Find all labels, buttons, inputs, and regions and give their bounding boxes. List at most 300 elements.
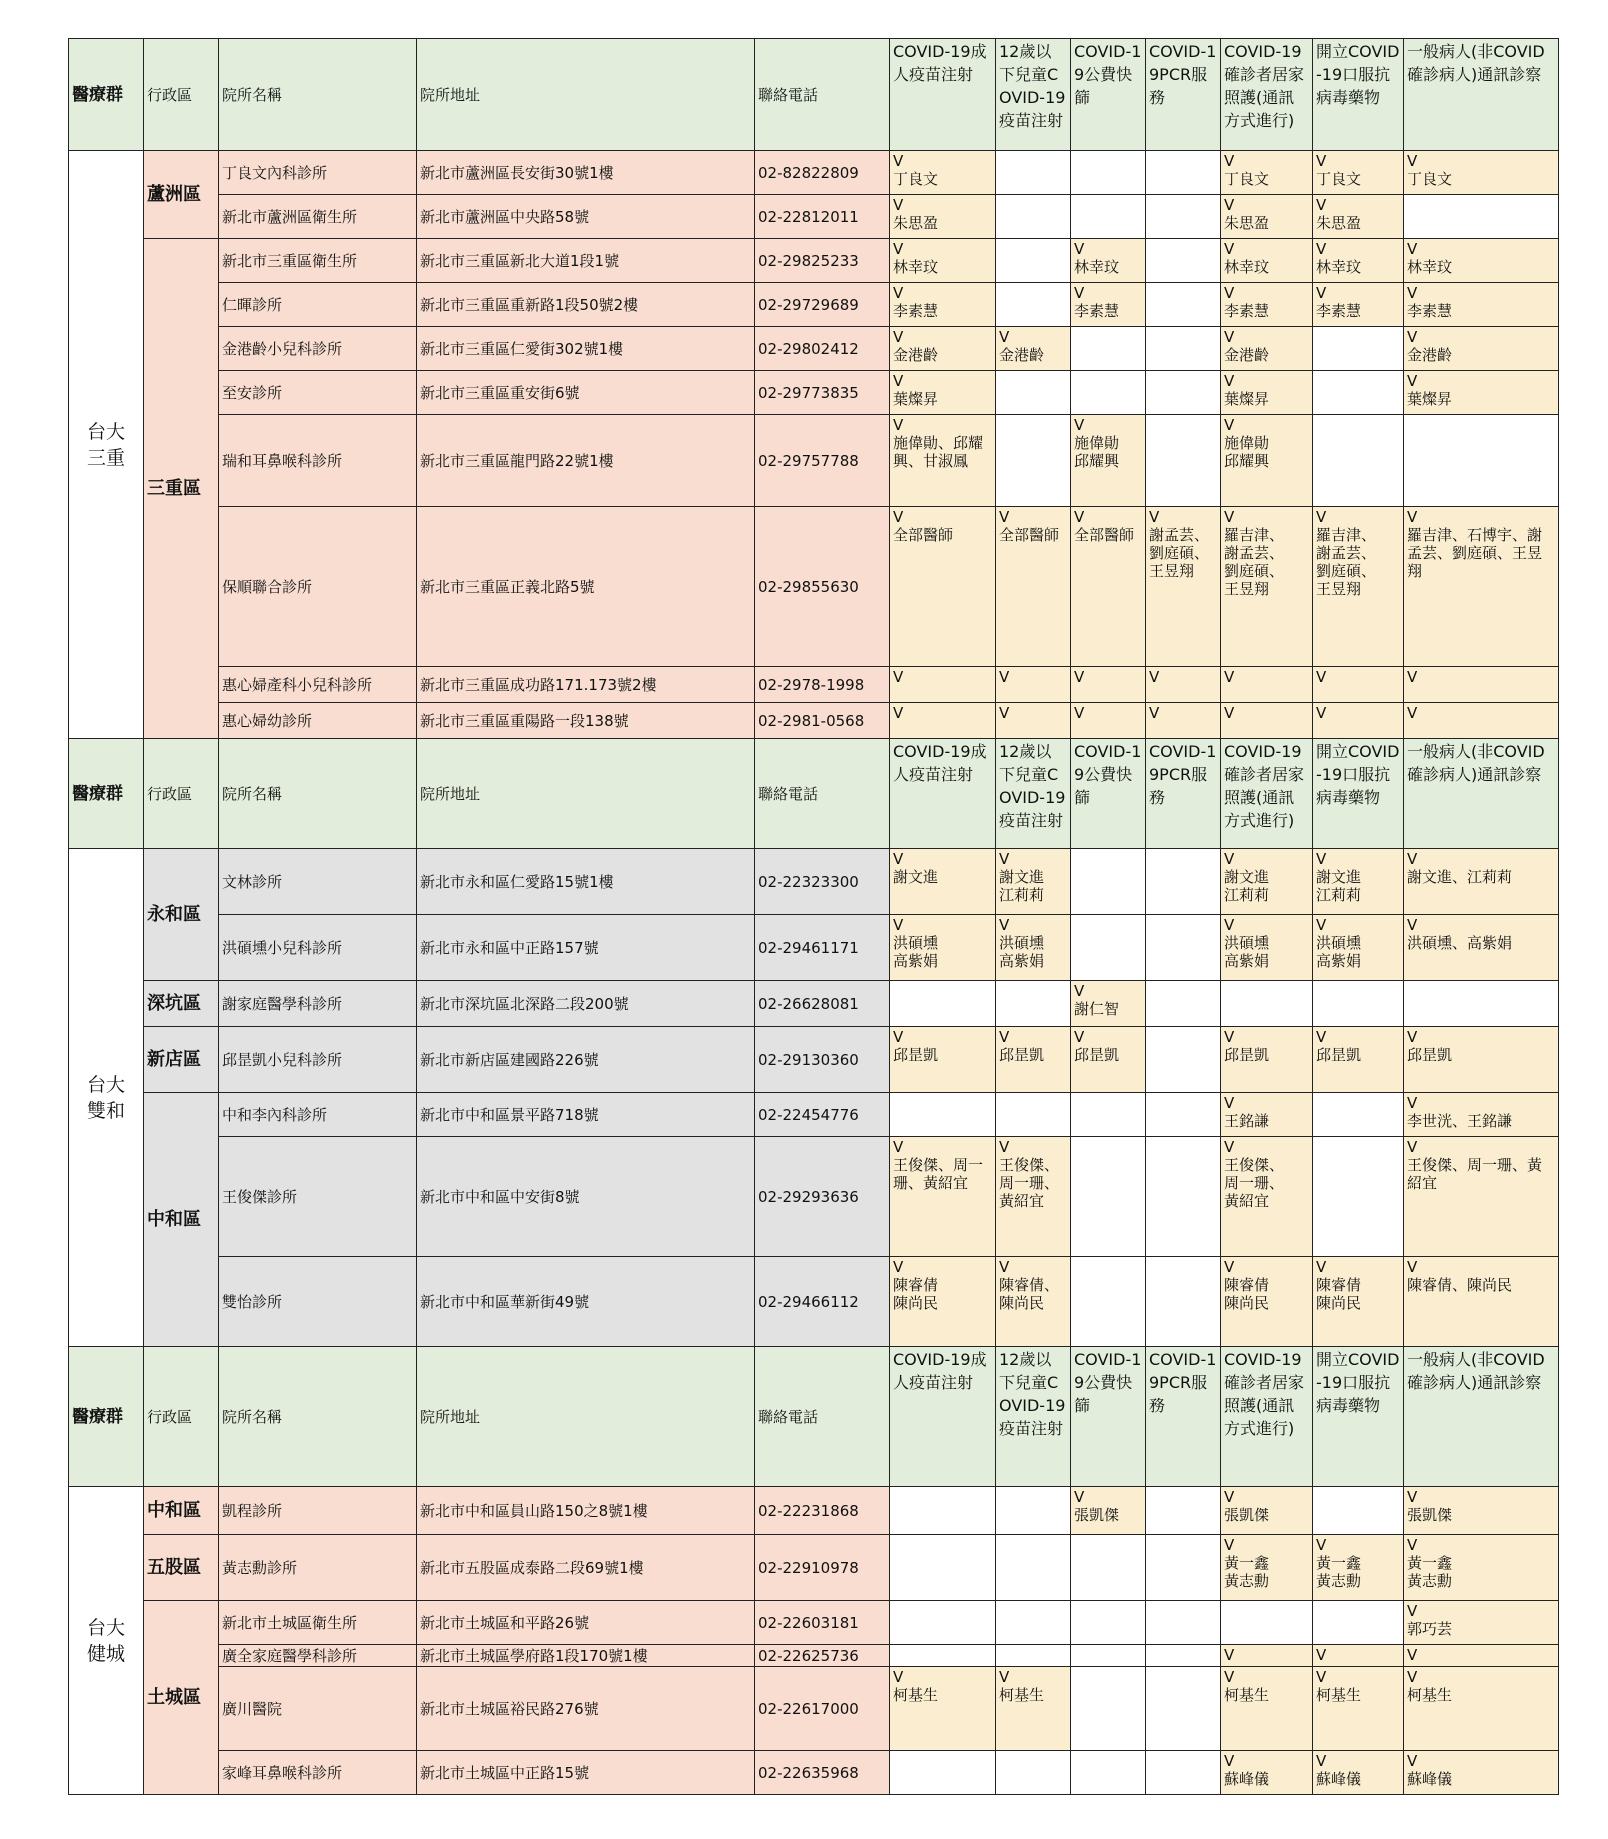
col-header-service: 一般病人(非COVID確診病人)通訊診察	[1404, 39, 1559, 151]
clinic-address: 新北市三重區重安街6號	[417, 371, 755, 415]
col-header-clinic: 院所名稱	[219, 739, 417, 849]
col-header-clinic: 院所名稱	[219, 39, 417, 151]
clinic-phone: 02-29825233	[755, 239, 890, 283]
service-cell	[1404, 849, 1559, 915]
service-cell	[890, 849, 996, 915]
service-cell	[1146, 327, 1221, 371]
service-cell	[890, 1137, 996, 1257]
clinic-phone: 02-22603181	[755, 1601, 890, 1645]
clinic-name: 文林診所	[219, 849, 417, 915]
service-cell	[1221, 849, 1313, 915]
clinic-address: 新北市蘆洲區長安街30號1樓	[417, 151, 755, 195]
service-check-mark: V	[893, 508, 904, 526]
service-doctors: 羅吉津、 謝孟芸、 劉庭碩、 王昱翔	[1316, 526, 1377, 598]
table-row	[69, 151, 1559, 195]
service-cell	[1404, 1257, 1559, 1347]
service-cell	[1404, 507, 1559, 667]
clinic-phone: 02-26628081	[755, 981, 890, 1027]
service-cell	[996, 151, 1071, 195]
clinic-phone: 02-22625736	[755, 1645, 890, 1667]
col-header-service: COVID-19確診者居家照護(通訊方式進行)	[1221, 739, 1313, 849]
service-cell	[1146, 151, 1221, 195]
clinic-address: 新北市新店區建國路226號	[417, 1027, 755, 1093]
service-doctors: 葉燦昇	[1224, 390, 1270, 408]
clinic-address: 新北市三重區重陽路一段138號	[417, 703, 755, 739]
service-doctors: 張凱傑	[1074, 1506, 1120, 1524]
service-cell	[1146, 1137, 1221, 1257]
service-check-mark: V	[1316, 1258, 1327, 1276]
service-cell	[890, 915, 996, 981]
service-cell	[1221, 1751, 1313, 1795]
service-cell	[1146, 195, 1221, 239]
service-cell	[1313, 981, 1404, 1027]
service-cell	[1071, 1535, 1146, 1601]
service-check-mark: V	[893, 850, 904, 868]
district-cell: 蘆洲區	[144, 151, 219, 239]
service-check-mark: V	[1149, 508, 1160, 526]
service-check-mark: V	[1407, 850, 1418, 868]
clinic-name: 瑞和耳鼻喉科診所	[219, 415, 417, 507]
clinic-name: 謝家庭醫學科診所	[219, 981, 417, 1027]
service-check-mark: V	[1224, 196, 1235, 214]
service-cell	[890, 415, 996, 507]
col-header-service: COVID-19成人疫苗注射	[890, 39, 996, 151]
clinic-phone: 02-2981-0568	[755, 703, 890, 739]
service-cell	[1146, 1257, 1221, 1347]
service-cell	[1221, 507, 1313, 667]
service-check-mark: V	[1407, 1028, 1418, 1046]
service-cell	[1071, 1667, 1146, 1751]
col-header-clinic: 院所名稱	[219, 1347, 417, 1487]
service-cell	[1071, 151, 1146, 195]
service-doctors: 陳睿倩、陳尚民	[999, 1276, 1060, 1312]
clinic-phone: 02-22812011	[755, 195, 890, 239]
table-row	[69, 915, 1559, 981]
service-doctors: 朱思盈	[1224, 214, 1270, 232]
service-check-mark: V	[1316, 850, 1327, 868]
clinic-name: 新北市土城區衛生所	[219, 1601, 417, 1645]
service-doctors: 金港齡	[1407, 346, 1453, 364]
service-check-mark: V	[893, 372, 904, 390]
service-check-mark: V	[1224, 1258, 1235, 1276]
clinic-service-table	[68, 38, 1559, 1795]
service-check-mark: V	[1316, 240, 1327, 258]
clinic-name: 黃志勳診所	[219, 1535, 417, 1601]
service-cell	[1404, 915, 1559, 981]
service-doctors: 蘇峰儀	[1316, 1770, 1362, 1788]
table-row	[69, 1667, 1559, 1751]
service-doctors: 柯基生	[1407, 1686, 1453, 1704]
clinic-name: 廣全家庭醫學科診所	[219, 1645, 417, 1667]
service-cell	[996, 1137, 1071, 1257]
table-row	[69, 195, 1559, 239]
service-cell	[1404, 327, 1559, 371]
service-cell	[890, 1257, 996, 1347]
service-doctors: 施偉勛 邱耀興	[1074, 434, 1120, 470]
service-check-mark: V	[1224, 850, 1235, 868]
service-cell	[1313, 239, 1404, 283]
service-cell	[996, 239, 1071, 283]
service-cell	[1071, 371, 1146, 415]
service-cell	[1404, 239, 1559, 283]
table-row	[69, 1257, 1559, 1347]
clinic-address: 新北市三重區成功路171.173號2樓	[417, 667, 755, 703]
table-row	[69, 283, 1559, 327]
service-check-mark: V	[1316, 196, 1327, 214]
service-doctors: 謝文進 江莉莉	[1316, 868, 1362, 904]
clinic-phone: 02-82822809	[755, 151, 890, 195]
service-cell	[1313, 1601, 1404, 1645]
service-check-mark: V	[1224, 1094, 1235, 1112]
clinic-phone: 02-29773835	[755, 371, 890, 415]
service-doctors: 丁良文	[1316, 170, 1362, 188]
service-cell	[1146, 1535, 1221, 1601]
service-cell	[1404, 151, 1559, 195]
table-row	[69, 667, 1559, 703]
service-cell	[1071, 1027, 1146, 1093]
service-check-mark: V	[1074, 240, 1085, 258]
service-check-mark: V	[1224, 1028, 1235, 1046]
clinic-address: 新北市三重區龍門路22號1樓	[417, 415, 755, 507]
service-doctors: 黃一鑫 黃志勳	[1407, 1554, 1453, 1590]
table-row	[69, 1645, 1559, 1667]
service-cell	[1404, 667, 1559, 703]
service-cell	[1221, 415, 1313, 507]
clinic-address: 新北市中和區員山路150之8號1樓	[417, 1487, 755, 1535]
service-doctors: 丁良文	[1407, 170, 1453, 188]
service-cell	[1313, 1093, 1404, 1137]
service-doctors: 陳睿倩 陳尚民	[1224, 1276, 1270, 1312]
service-cell	[1404, 1751, 1559, 1795]
service-check-mark: V	[999, 1668, 1010, 1686]
service-doctors: 邱昰凱	[999, 1046, 1045, 1064]
service-cell	[1071, 415, 1146, 507]
service-check-mark: V	[1224, 916, 1235, 934]
service-cell	[1146, 507, 1221, 667]
clinic-address: 新北市中和區中安街8號	[417, 1137, 755, 1257]
service-cell	[1313, 1535, 1404, 1601]
clinic-address: 新北市永和區仁愛路15號1樓	[417, 849, 755, 915]
service-doctors: 全部醫師	[999, 526, 1060, 544]
service-doctors: 洪碩壎 高紫娟	[1316, 934, 1362, 970]
district-cell: 五股區	[144, 1535, 219, 1601]
service-cell	[1221, 1645, 1313, 1667]
service-cell	[1404, 415, 1559, 507]
service-cell	[1221, 327, 1313, 371]
col-header-service: COVID-19公費快篩	[1071, 1347, 1146, 1487]
service-doctors: 謝孟芸、劉庭碩、王昱翔	[1149, 526, 1210, 580]
service-cell	[996, 1751, 1071, 1795]
service-check-mark: V	[1149, 704, 1160, 722]
service-check-mark: V	[1224, 240, 1235, 258]
service-check-mark: V	[893, 704, 904, 722]
clinic-phone: 02-29802412	[755, 327, 890, 371]
service-cell	[890, 283, 996, 327]
service-cell	[1146, 283, 1221, 327]
service-doctors: 邱昰凱	[1316, 1046, 1362, 1064]
col-header-phone: 聯絡電話	[755, 1347, 890, 1487]
service-cell	[1071, 1137, 1146, 1257]
service-doctors: 柯基生	[1316, 1686, 1362, 1704]
service-doctors: 柯基生	[893, 1686, 939, 1704]
service-cell	[1071, 507, 1146, 667]
service-check-mark: V	[1224, 1668, 1235, 1686]
service-check-mark: V	[1224, 1488, 1235, 1506]
service-check-mark: V	[1224, 372, 1235, 390]
service-doctors: 洪碩壎、高紫娟	[1407, 934, 1513, 952]
district-cell: 新店區	[144, 1027, 219, 1093]
service-cell	[1071, 1093, 1146, 1137]
service-check-mark: V	[893, 328, 904, 346]
service-check-mark: V	[1407, 372, 1418, 390]
clinic-address: 新北市深坑區北深路二段200號	[417, 981, 755, 1027]
clinic-phone: 02-29461171	[755, 915, 890, 981]
service-check-mark: V	[1074, 508, 1085, 526]
service-check-mark: V	[1407, 1094, 1418, 1112]
clinic-name: 仁暉診所	[219, 283, 417, 327]
service-cell	[1221, 1667, 1313, 1751]
service-check-mark: V	[893, 196, 904, 214]
service-cell	[1071, 981, 1146, 1027]
service-check-mark: V	[1316, 1646, 1327, 1664]
clinic-phone: 02-22910978	[755, 1535, 890, 1601]
service-cell	[890, 371, 996, 415]
service-check-mark: V	[893, 240, 904, 258]
service-cell	[1221, 371, 1313, 415]
service-cell	[890, 1487, 996, 1535]
service-cell	[1221, 195, 1313, 239]
service-cell	[1071, 667, 1146, 703]
service-cell	[1313, 1667, 1404, 1751]
service-check-mark: V	[999, 668, 1010, 686]
service-cell	[890, 1535, 996, 1601]
service-cell	[1313, 1027, 1404, 1093]
service-check-mark: V	[1407, 1752, 1418, 1770]
service-doctors: 葉燦昇	[1407, 390, 1453, 408]
clinic-address: 新北市三重區重新路1段50號2樓	[417, 283, 755, 327]
service-doctors: 黃一鑫 黃志勳	[1224, 1554, 1270, 1590]
district-cell: 永和區	[144, 849, 219, 981]
service-cell	[1146, 239, 1221, 283]
table-row	[69, 327, 1559, 371]
service-doctors: 陳睿倩 陳尚民	[893, 1276, 939, 1312]
service-check-mark: V	[1224, 152, 1235, 170]
service-check-mark: V	[1407, 1668, 1418, 1686]
service-doctors: 王俊傑、周一珊、黃紹宜	[1407, 1156, 1543, 1192]
service-doctors: 林幸玟	[1224, 258, 1270, 276]
service-cell	[1071, 703, 1146, 739]
clinic-name: 家峰耳鼻喉科診所	[219, 1751, 417, 1795]
service-doctors: 郭巧芸	[1407, 1620, 1453, 1638]
service-cell	[1313, 327, 1404, 371]
service-doctors: 李素慧	[1407, 302, 1453, 320]
clinic-address: 新北市土城區中正路15號	[417, 1751, 755, 1795]
clinic-phone: 02-2978-1998	[755, 667, 890, 703]
service-doctors: 李素慧	[893, 302, 939, 320]
service-cell	[996, 1601, 1071, 1645]
service-cell	[1313, 283, 1404, 327]
col-header-district: 行政區	[144, 739, 219, 849]
service-cell	[1071, 1257, 1146, 1347]
service-doctors: 陳睿倩 陳尚民	[1316, 1276, 1362, 1312]
clinic-name: 王俊傑診所	[219, 1137, 417, 1257]
col-header-service: 開立COVID-19口服抗病毒藥物	[1313, 1347, 1404, 1487]
service-doctors: 李素慧	[1316, 302, 1362, 320]
service-cell	[1404, 981, 1559, 1027]
clinic-name: 新北市蘆洲區衛生所	[219, 195, 417, 239]
service-cell	[996, 415, 1071, 507]
service-cell	[1146, 703, 1221, 739]
service-cell	[1313, 1257, 1404, 1347]
service-check-mark: V	[1316, 668, 1327, 686]
service-cell	[1404, 703, 1559, 739]
table-row	[69, 1601, 1559, 1645]
district-cell: 三重區	[144, 239, 219, 739]
service-cell	[1221, 1487, 1313, 1535]
service-check-mark: V	[1407, 1258, 1418, 1276]
service-cell	[890, 239, 996, 283]
service-cell	[1221, 1027, 1313, 1093]
service-check-mark: V	[1407, 668, 1418, 686]
clinic-phone: 02-29855630	[755, 507, 890, 667]
col-header-group: 醫療群	[69, 39, 144, 151]
service-doctors: 陳睿倩、陳尚民	[1407, 1276, 1513, 1294]
service-doctors: 李素慧	[1074, 302, 1120, 320]
service-cell	[996, 1093, 1071, 1137]
clinic-name: 至安診所	[219, 371, 417, 415]
service-doctors: 蘇峰儀	[1407, 1770, 1453, 1788]
service-cell	[1146, 1027, 1221, 1093]
service-cell	[1221, 1093, 1313, 1137]
service-cell	[1313, 1487, 1404, 1535]
clinic-phone: 02-22635968	[755, 1751, 890, 1795]
header-row	[69, 39, 1559, 151]
service-cell	[996, 195, 1071, 239]
service-doctors: 施偉勛、邱耀興、甘淑鳳	[893, 434, 984, 470]
service-doctors: 全部醫師	[893, 526, 954, 544]
col-header-service: 開立COVID-19口服抗病毒藥物	[1313, 739, 1404, 849]
service-check-mark: V	[999, 1138, 1010, 1156]
clinic-address: 新北市五股區成泰路二段69號1樓	[417, 1535, 755, 1601]
service-cell	[890, 1645, 996, 1667]
service-doctors: 金港齡	[893, 346, 939, 364]
service-cell	[1071, 283, 1146, 327]
col-header-service: COVID-19確診者居家照護(通訊方式進行)	[1221, 1347, 1313, 1487]
clinic-phone: 02-22454776	[755, 1093, 890, 1137]
clinic-name: 中和李內科診所	[219, 1093, 417, 1137]
service-cell	[1404, 1667, 1559, 1751]
clinic-phone: 02-29466112	[755, 1257, 890, 1347]
clinic-name: 洪碩壎小兒科診所	[219, 915, 417, 981]
service-doctors: 張凱傑	[1407, 1506, 1453, 1524]
clinic-phone: 02-22231868	[755, 1487, 890, 1535]
table-row	[69, 1487, 1559, 1535]
service-cell	[1146, 371, 1221, 415]
service-check-mark: V	[893, 1028, 904, 1046]
clinic-address: 新北市土城區學府路1段170號1樓	[417, 1645, 755, 1667]
table-row	[69, 1751, 1559, 1795]
service-doctors: 葉燦昇	[893, 390, 939, 408]
district-cell: 深坑區	[144, 981, 219, 1027]
service-check-mark: V	[1316, 1752, 1327, 1770]
service-check-mark: V	[1224, 284, 1235, 302]
service-doctors: 王俊傑、周一珊、黃紹宜	[999, 1156, 1060, 1210]
service-cell	[1071, 1601, 1146, 1645]
service-cell	[1146, 415, 1221, 507]
clinic-phone: 02-29130360	[755, 1027, 890, 1093]
service-check-mark: V	[1316, 508, 1327, 526]
clinic-name: 金港齡小兒科診所	[219, 327, 417, 371]
service-cell	[1071, 1751, 1146, 1795]
clinic-name: 新北市三重區衛生所	[219, 239, 417, 283]
service-cell	[1404, 1027, 1559, 1093]
clinic-address: 新北市三重區仁愛街302號1樓	[417, 327, 755, 371]
clinic-phone: 02-29757788	[755, 415, 890, 507]
service-check-mark: V	[893, 416, 904, 434]
service-check-mark: V	[1316, 284, 1327, 302]
service-check-mark: V	[1224, 508, 1235, 526]
table-row	[69, 239, 1559, 283]
service-check-mark: V	[1316, 704, 1327, 722]
service-cell	[1404, 1601, 1559, 1645]
service-check-mark: V	[1407, 284, 1418, 302]
service-cell	[1146, 915, 1221, 981]
col-header-service: COVID-19公費快篩	[1071, 739, 1146, 849]
service-doctors: 柯基生	[999, 1686, 1045, 1704]
service-cell	[1146, 1645, 1221, 1667]
service-cell	[890, 703, 996, 739]
service-cell	[1404, 1137, 1559, 1257]
service-cell	[1221, 703, 1313, 739]
service-doctors: 朱思盈	[893, 214, 939, 232]
col-header-service: COVID-19PCR服務	[1146, 39, 1221, 151]
service-check-mark: V	[1074, 668, 1085, 686]
service-doctors: 王銘謙	[1224, 1112, 1270, 1130]
service-cell	[890, 1667, 996, 1751]
service-check-mark: V	[999, 916, 1010, 934]
service-check-mark: V	[1224, 328, 1235, 346]
service-cell	[890, 1093, 996, 1137]
service-check-mark: V	[1316, 1668, 1327, 1686]
service-cell	[996, 507, 1071, 667]
service-cell	[1404, 1487, 1559, 1535]
service-doctors: 張凱傑	[1224, 1506, 1270, 1524]
service-doctors: 林幸玟	[1316, 258, 1362, 276]
service-cell	[1221, 1601, 1313, 1645]
service-check-mark: V	[1074, 416, 1085, 434]
service-cell	[1313, 151, 1404, 195]
medical-group-name: 台大 健城	[86, 1616, 125, 1665]
col-header-group: 醫療群	[69, 1347, 144, 1487]
medical-group-cell	[69, 849, 144, 1347]
col-header-district: 行政區	[144, 1347, 219, 1487]
service-cell	[1313, 667, 1404, 703]
service-cell	[996, 371, 1071, 415]
service-cell	[1313, 849, 1404, 915]
service-cell	[1313, 915, 1404, 981]
service-doctors: 羅吉津、 謝孟芸、 劉庭碩、 王昱翔	[1224, 526, 1285, 598]
service-cell	[1221, 981, 1313, 1027]
service-check-mark: V	[893, 668, 904, 686]
service-cell	[1313, 1751, 1404, 1795]
col-header-service: COVID-19成人疫苗注射	[890, 739, 996, 849]
service-cell	[996, 849, 1071, 915]
header-row	[69, 739, 1559, 849]
table-row	[69, 371, 1559, 415]
service-cell	[1071, 849, 1146, 915]
district-cell: 中和區	[144, 1093, 219, 1347]
service-check-mark: V	[1407, 152, 1418, 170]
